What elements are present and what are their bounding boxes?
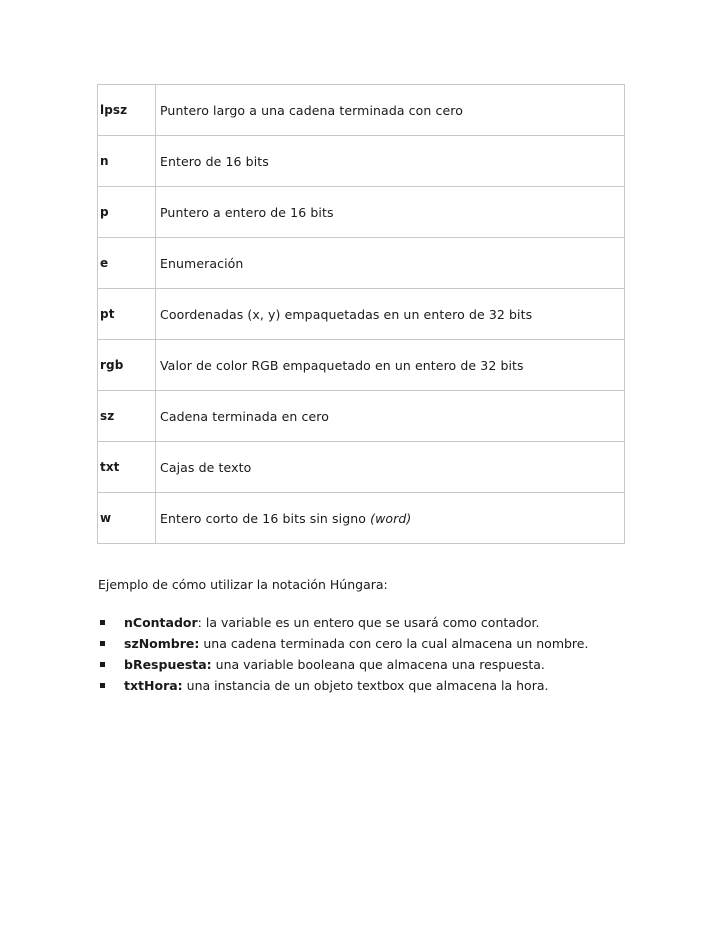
table-row [98, 187, 625, 238]
example-term: szNombre: [124, 636, 200, 651]
description-cell [156, 493, 625, 544]
prefix-cell: rgb [98, 340, 156, 391]
table-row [98, 85, 625, 136]
example-term: txtHora: [124, 678, 183, 693]
description-cell: Cajas de texto [156, 442, 625, 493]
table-row [98, 238, 625, 289]
prefix-cell: n [98, 136, 156, 187]
table-row [98, 442, 625, 493]
description-emphasis: (word) [370, 510, 412, 526]
example-term: bRespuesta: [124, 657, 212, 672]
list-item [98, 654, 658, 675]
square-bullet-icon [100, 683, 105, 688]
description-text: Entero corto de 16 bits sin signo [160, 510, 371, 526]
list-item [98, 612, 658, 633]
prefix-cell: sz [98, 391, 156, 442]
prefix-cell: e [98, 238, 156, 289]
description-cell: Valor de color RGB empaquetado en un entero de 32 bits [156, 340, 625, 391]
description-cell: Puntero a entero de 16 bits [156, 187, 625, 238]
prefix-cell: p [98, 187, 156, 238]
description-cell: Coordenadas (x, y) empaquetadas en un entero de 32 bits [156, 289, 625, 340]
example-text: una instancia de un objeto textbox que almacena la hora. [182, 678, 549, 693]
description-cell: Entero de 16 bits [156, 136, 625, 187]
example-text: una cadena terminada con cero la cual almacena un nombre. [199, 636, 589, 651]
list-item [98, 675, 658, 696]
examples-list [98, 612, 658, 696]
table-row [98, 136, 625, 187]
table-row [98, 289, 625, 340]
intro-paragraph: Ejemplo de cómo utilizar la notación Húngara: [98, 577, 388, 592]
example-term: nContador [124, 615, 198, 630]
table-row [98, 340, 625, 391]
description-cell: Puntero largo a una cadena terminada con cero [156, 85, 625, 136]
table-row [98, 493, 625, 544]
example-text: : la variable es un entero que se usará como contador. [197, 615, 540, 630]
square-bullet-icon [100, 662, 105, 667]
prefix-cell: w [98, 493, 156, 544]
list-item [98, 633, 658, 654]
prefix-cell: lpsz [98, 85, 156, 136]
description-cell: Cadena terminada en cero [156, 391, 625, 442]
table-row [98, 391, 625, 442]
hungarian-notation-table [97, 84, 625, 544]
description-cell: Enumeración [156, 238, 625, 289]
example-text: una variable booleana que almacena una respuesta. [211, 657, 545, 672]
square-bullet-icon [100, 641, 105, 646]
prefix-cell: txt [98, 442, 156, 493]
prefix-cell: pt [98, 289, 156, 340]
square-bullet-icon [100, 620, 105, 625]
